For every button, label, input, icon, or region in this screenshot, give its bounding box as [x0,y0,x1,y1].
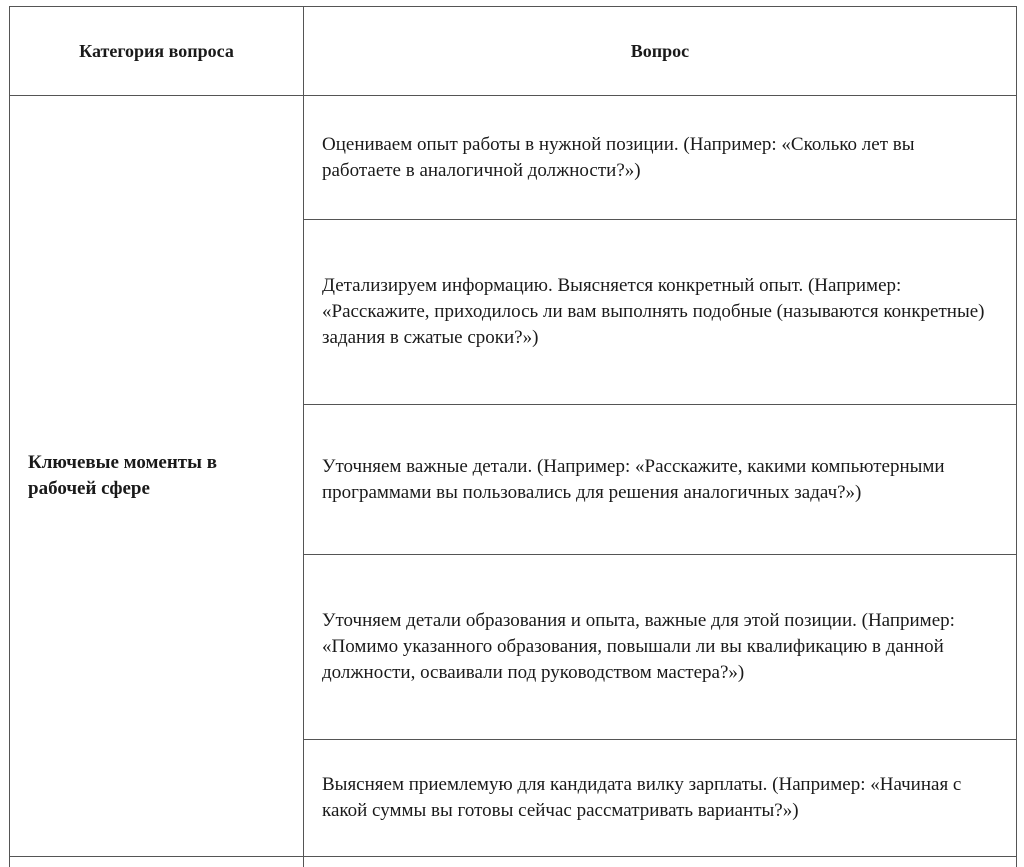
empty-cell [10,857,304,867]
question-cell: Детализируем информацию. Выясняется конкретный опыт. (Например: «Расскажите, приходилось ли вам выполнять подобные (называются конкретные) задания в сжатые сроки?») [304,220,1017,405]
question-cell: Уточняем важные детали. (Например: «Расскажите, какими компьютерными программами вы пользовались для решения аналогичных задач?») [304,405,1017,555]
table-row [10,96,1017,220]
empty-cell [304,857,1017,867]
header-category: Категория вопроса [10,7,304,96]
table-row-continuation [10,857,1017,867]
header-row [10,7,1017,96]
category-cell: Ключевые моменты в рабочей сфере [10,96,304,857]
question-cell: Оцениваем опыт работы в нужной позиции. (Например: «Сколько лет вы работаете в аналогичной должности?») [304,96,1017,220]
question-cell: Выясняем приемлемую для кандидата вилку зарплаты. (Например: «Начиная с какой суммы вы готовы сейчас рассматривать варианты?») [304,740,1017,857]
interview-questions-table [9,6,1017,867]
question-cell: Уточняем детали образования и опыта, важные для этой позиции. (Например: «Помимо указанного образования, повышали ли вы квалификацию в данной должности, осваивали под руководством мастера?») [304,555,1017,740]
header-question: Вопрос [304,7,1017,96]
questions-table-container [9,6,1016,866]
